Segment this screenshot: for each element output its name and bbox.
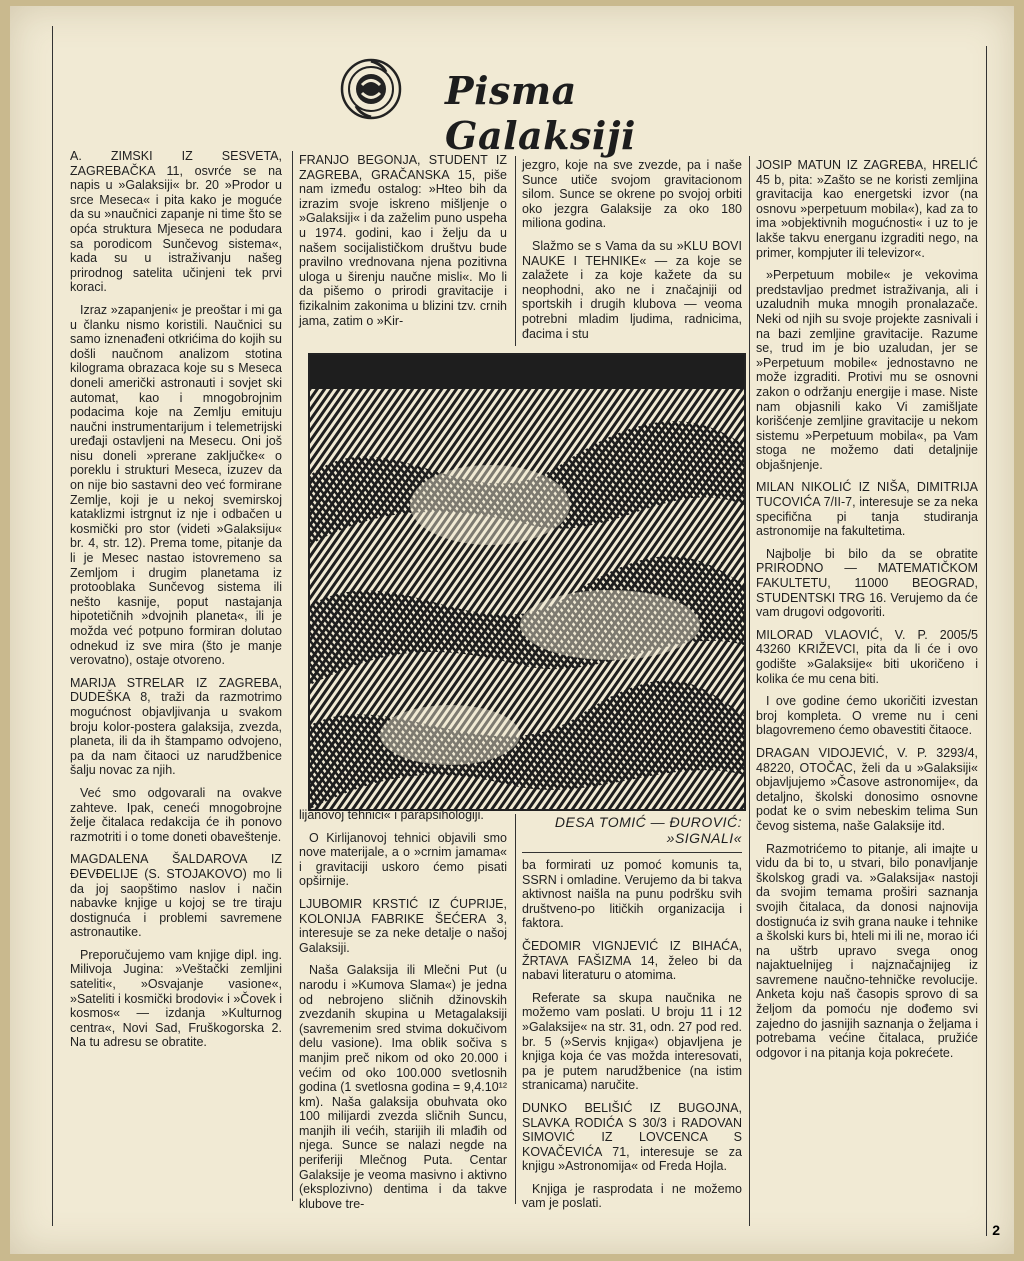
column-2-top: [299, 153, 507, 336]
reply-saldarova: Preporučujemo vam knjige dipl. ing. Milivoja Jugina: »Veštački zemljini sateliti«, »Osvajanje vasione«, »Sateliti i kosmički brodovi« i »Čovek i kosmos« — izdanja »Kulturnog centra«, Novi Sad, Fruškogorska 2. Na tu adresu se obratite.: [70, 947, 282, 1050]
page-title: Pisma Galaksiji: [445, 68, 636, 158]
column-3-top: [522, 158, 742, 349]
magazine-page: [10, 6, 1014, 1254]
letter-krstic: LJUBOMIR KRSTIĆ IZ ĆUPRIJE, KOLONIJA FABRIKE ŠEĆERA 3, interesuje se za neke detalje o našoj Galaksiji.: [299, 896, 507, 955]
caption-rule: [522, 852, 742, 853]
column-rule-3: [749, 156, 750, 1226]
reply-zimski: Izraz »zapanjeni« je preoštar i mi ga u članku nismo koristili. Naučnici su samo iznenađeni otkrićima do kojih su došli naučnom analizom stotina kilograma obrazaca koje su s Meseca doneli američki astronauti i sovjet ski automat, kao i mnogobrojnim podacima koje na Zemlju emituju naučni instrumentarijum i telemetrijski uređaji ostavljeni na Mesecu. Oni još nisu doneli »prerane zaključke« o poreklu i strukturi Meseca, izuzev da on nije bio sastavni deo već formirane Zemlje, koji je u nekoj svemirskoj kataklizmi istrgnut iz nje i odbačen u kosmički pro stor (videti »Galaksiju« br. 4, str. 12). Prema tome, pitanje da li je Mesec nastao istovremeno sa Zemljom i drugim planetama iz protooblaka Sunčevog sistema ili nešto kasnije, poput nastajanja hipotetičnih »dvojnih planeta«, ili je možda već potpuno formiran dolutao odnekud iz sve mira (što je manje verovatno), ostaje otvoreno.: [70, 302, 282, 668]
column-1: [70, 149, 282, 1058]
reply-strelar: Već smo odgovarali na ovakve zahteve. Ipak, ceneći mnogobrojne želje čitalaca redakcija će ih ponovo razmotriti i o tome doneti obaveštenje.: [70, 785, 282, 844]
page-number: 2: [992, 1222, 1000, 1238]
letter-vlaovic: MILORAD VLAOVIĆ, V. P. 2005/5 43260 KRIŽEVCI, pita da li će i ovo godište »Galaksije« biti ukoričeno i kolika će mu cena biti.: [756, 627, 978, 686]
letter-vignjevic: ČEDOMIR VIGNJEVIĆ IZ BIHAĆA, ŽRTAVA FAŠIZMA 14, želeo bi da nabavi literaturu o atomima.: [522, 938, 742, 983]
reply-vidojevic: Razmotrićemo to pitanje, ali imajte u vidu da bi to, u stvari, bilo ponavljanje školskog gradi va. »Galaksija« nastoji da svojim temama proširi saznanja svojih čitalaca, da donosi najnovija dostignuća iz svih grana nauke i tehnike a školski kurs bi, hteli mi ili ne, morao ići na uštrb upravo svega onog najaktuelnijeg i najznačajnijeg iz savremene naučno-tehničke revolucije. Anketa koju naš časopis sprovo di sa željom da pomoću nje dođemo svi zajedno do jasnijih saznanja o željama i potrebama većine čitalaca, pružiće odgovor i na pitanja koja pokrećete.: [756, 841, 978, 1060]
right-margin-rule: [986, 46, 987, 1236]
letter-saldarova: MAGDALENA ŠALDAROVA IZ ĐEVĐELIJE (S. STOJAKOVO) mo li da joj saopštimo naslov i način nabavke knjige u kojoj se tre tiraju dostignuća i problemi savremene astronautike.: [70, 852, 282, 940]
column-2-bottom: [299, 808, 507, 1219]
column-4: [756, 158, 978, 1068]
reply-krstic: Naša Galaksija ili Mlečni Put (u narodu i »Kumova Slama«) je jedna od nebrojeno sličnih džinovskih zvezdanih skupina u Metagalaksiji (savremenim sred stvima dokučivom delu vasione). Ima oblik sočiva s manjim preč nikom od oko 20.000 i većim od oko 100.000 svetlosnih godina (1 svetlosna godina = 9,4.10¹² km). Naša galaksija obuhvata oko 100 milijardi zvezda sličnih Suncu, manjih ili većih, starijih ili mlađih od njega. Sunce se nalazi negde na periferiji Mlečnog Puta. Centar Galaksije je veoma masivno i aktivno (eksplozivno) dentima i da takve klubove tre-: [299, 963, 507, 1211]
reply-vlaovic: I ove godine ćemo ukoričiti izvestan broj kompleta. O vreme nu i ceni blagovremeno ćemo obavestiti čitaoce.: [756, 694, 978, 738]
column-rule-2-top: [515, 156, 516, 346]
reply-nikolic: Najbolje bi bilo da se obratite PRIRODNO — MATEMATIČKOM FAKULTETU, 11000 BEOGRAD, STUDENTSKI TRG 16. Verujemo da će vam drugovi odgovoriti.: [756, 546, 978, 620]
letter-zimski: A. ZIMSKI IZ SESVETA, ZAGREBAČKA 11, osvrće se na napis u »Galaksiji« br. 20 »Prodor u srce Meseca« i pita kako je moguće da su »naučnici zapanje ni time što se opća struktura Mjeseca ne podudara sa porodicom Sunčevog sistema«, kada su u istraživanju našeg prirodnog satelita učinjeni tek prvi koraci.: [70, 149, 282, 295]
reply-belisic: Knjiga je rasprodata i ne možemo vam je poslati.: [522, 1181, 742, 1211]
reply-clubs-end: ba formirati uz pomoć komunis ta, SSRN i omladine. Verujemo da bi takva aktivnost naišla na punu podršku svih društveno-po litičkih organizacija i faktora.: [522, 858, 742, 931]
reply-begonja-continued: jezgro, koje na sve zvezde, pa i naše Sunce utiče svojom gravitacionom silom. Sunce se okrene po svojoj orbiti oko jezgra Galaksije za oko 180 miliona godina.: [522, 158, 742, 231]
artwork-caption: DESA TOMIĆ — ĐUROVIĆ: »SIGNALI«: [554, 814, 742, 846]
letter-vidojevic: DRAGAN VIDOJEVIĆ, V. P. 3293/4, 48220, OTOČAC, želi da u »Galaksiji« objavljujemo »Časove astronomije«, da detaljno, školski donosimo osnovne podat ke o svim nebeskim telima Sun čevog sistema, naše Galaksije itd.: [756, 745, 978, 833]
column-3-bottom: [522, 858, 742, 1219]
signali-artwork: [310, 355, 744, 809]
reply-begonja-clubs: Slažmo se s Vama da su »KLU BOVI NAUKE I TEHNIKE« — za koje se zalažete i za koje kažete da su neophodni, ako ne i značajniji od sportskih i drugih klubova — veoma potrebni mladim ljudima, radnicima, đacima i stu: [522, 238, 742, 341]
reply-begonja-end: lijanovoj tehnici« i parapsihologiji.: [299, 808, 484, 822]
letter-strelar: MARIJA STRELAR IZ ZAGREBA, DUDEŠKA 8, traži da razmotrimo mogućnost objavljivanja u svakom broju kolor-postera galaksija, zvezda, planeta, ili da ih štampamo odvojeno, pa da nam čitaoci uz narudžbenice šalju novac za njih.: [70, 675, 282, 778]
op-art-illustration: [308, 353, 746, 811]
reply-vignjevic: Referate sa skupa naučnika ne možemo vam poslati. U broju 11 i 12 »Galaksije« na str. 31, odn. 27 pod red. br. 5 (»Servis knjiga«) objavljena je knjiga koja će vas možda interesovati, pa je putem narudžbenice (na istim stranicama) naručite.: [522, 990, 742, 1093]
column-rule-2-bottom: [515, 814, 516, 1204]
galaksija-logo-icon: [340, 58, 402, 120]
letter-matun: JOSIP MATUN IZ ZAGREBA, HRELIĆ 45 b, pita: »Zašto se ne koristi zemljina gravitacija kao energetski izvor (na osnovu »perpetuum mobila«), kad za to ima »objektivnih mogućnosti« i uz to je lakše takvu energanu izgraditi nego, na primer, kompjuter ili televizor«.: [756, 158, 978, 260]
reply-begonja-kirlian: O Kirlijanovoj tehnici objavili smo nove materijale, a o »crnim jamama« i gravitaciji uskoro ćemo pisati opširnije.: [299, 830, 507, 889]
reply-matun: »Perpetuum mobile« je vekovima predstavljao predmet istraživanja, ali i uzaludnih muka mnogih pronalazače. Neki od njih su svoje projekte zasnivali i na bazi zemljine gravitacije. Razume se, trud im je bio uzaludan, jer se »Perpetuum mobile« jednostavno ne može izgraditi. Protivi mu se osnovni zakon o održanju energije i mase. Niste nam objasnili kako Vi zamišljate korišćenje zemljine gravitacije u nekom sistemu »Perpetuum mobila«, pa Vam stoga ne možemo dati detaljnije objašnjenje.: [756, 268, 978, 472]
column-rule-1: [292, 151, 293, 1201]
letter-begonja: FRANJO BEGONJA, STUDENT IZ ZAGREBA, GRAČANSKA 15, piše nam između ostalog: »Hteo bih da izrazim svoje iskreno mišljenje o »Galaksiji« i da zaželim puno uspeha u 1974. godini, kao i želju da u našem socijalističkom društvu bude pravilno vrednovana njena pozitivna uloga u širenju naučne misli«. Mo li da pišemo o prirodi gravitacije i fizikalnim zakonima u blizini tzv. crnih jama, zatim o »Kir-: [299, 153, 507, 328]
left-margin-rule: [52, 26, 53, 1226]
header: [330, 54, 750, 158]
letter-belisic: DUNKO BELIŠIĆ IZ BUGOJNA, SLAVKA RODIĆA S 30/3 i RADOVAN SIMOVIĆ IZ LOVCENCA S KOVAČEVIĆA 71, interesuje se za knjigu »Astronomija« od Freda Hojla.: [522, 1100, 742, 1174]
letter-nikolic: MILAN NIKOLIĆ IZ NIŠA, DIMITRIJA TUCOVIĆA 7/II-7, interesuje se za neka specifična pi tanja studiranja astronomije na fakultetima.: [756, 480, 978, 539]
